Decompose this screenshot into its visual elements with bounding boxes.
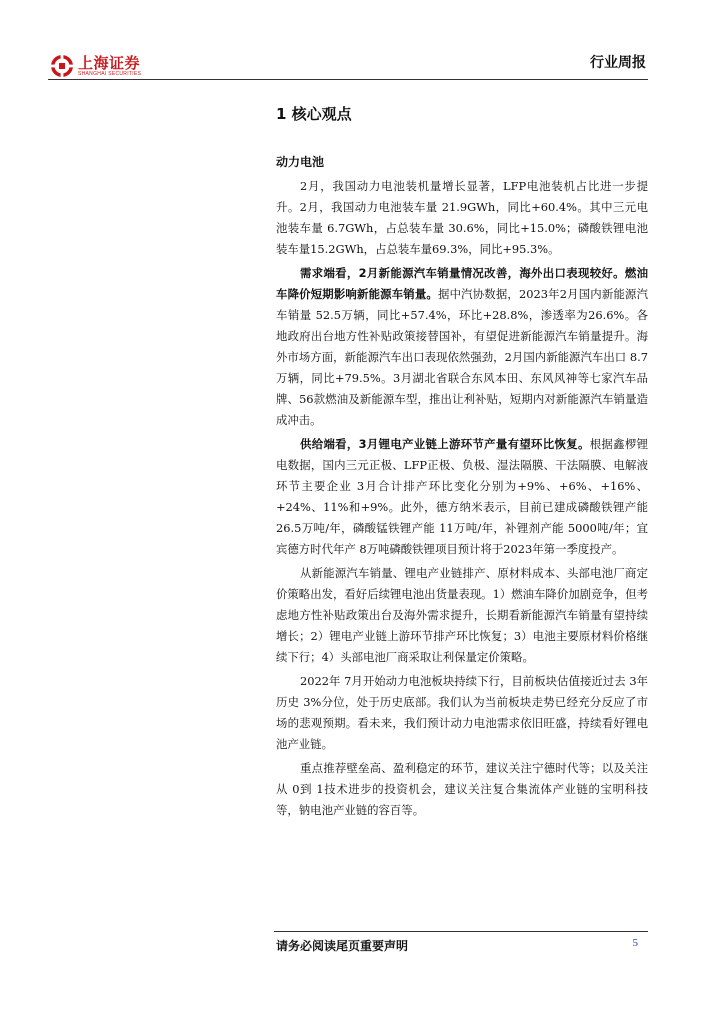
header-divider <box>48 79 648 80</box>
logo-chinese-name: 上海证券 <box>78 53 141 72</box>
demand-highlight: 需求端看，2月新能源汽车销量情况改善，海外出口表现较好。燃油车降价短期影响新能源车销量。 <box>276 266 648 301</box>
paragraph-valuation: 2022年 7月开始动力电池板块持续下行，目前板块估值接近过去 3年历史 3%分位，处于历史底部。我们认为当前板块走势已经充分反应了市场的悲观预期。看未来，我们预计动力电池需求依旧旺盛，持续看好锂电池产业链。 <box>276 674 648 751</box>
supply-highlight: 供给端看，3月锂电产业链上游环节产量有望环比恢复。 <box>300 437 590 451</box>
company-logo <box>50 54 141 78</box>
main-content <box>276 152 648 824</box>
shanghai-securities-logo-icon <box>50 54 74 78</box>
page-number: 5 <box>632 937 638 949</box>
footer-divider <box>274 931 648 932</box>
paragraph-supply <box>276 434 648 560</box>
supply-body: 根据鑫椤锂电数据，国内三元正极、LFP正极、负极、湿法隔膜、干法隔膜、电解液环节主要企业 3月合计排产环比变化分别为+9%、+6%、+16%、+24%、11%和+9%。此外，德方纳米表示，目前已建成磷酸铁锂产能 26.5万吨/年，磷酸锰铁锂产能 11万吨/年，补锂剂产能 5000吨/年；宜宾德方时代年产 8万吨磷酸铁锂项目预计将于2023年第一季度投产。 <box>276 437 648 556</box>
section-title: 1 核心观点 <box>276 105 352 123</box>
report-type-label: 行业周报 <box>590 55 646 71</box>
disclaimer-note: 请务必阅读尾页重要声明 <box>276 939 409 953</box>
paragraph-installation: 2月，我国动力电池装机量增长显著，LFP电池装机占比进一步提升。2月，我国动力电池装车量 21.9GWh，同比+60.4%。其中三元电池装车量 6.7GWh，占总装车量 30.6%，同比+15.0%；磷酸铁锂电池装车量15.2GWh，占总装车量69.3%，同比+95.3%。 <box>276 179 648 256</box>
paragraph-recommendation: 重点推荐壁垒高、盈利稳定的环节，建议关注宁德时代等；以及关注从 0到 1技术进步的投资机会，建议关注复合集流体产业链的宝明科技等，钠电池产业链的容百等。 <box>276 761 648 817</box>
logo-english-name: SHANGHAI SECURITIES <box>78 70 142 77</box>
paragraph-outlook: 从新能源汽车销量、锂电产业链排产、原材料成本、头部电池厂商定价策略出发，看好后续锂电池出货量表现。1）燃油车降价加剧竞争，但考虑地方性补贴政策出台及海外需求提升，长期看新能源汽车销量有望持续增长；2）锂电产业链上游环节排产环比恢复；3）电池主要原材料价格继续下行；4）头部电池厂商采取让利保量定价策略。 <box>276 566 648 664</box>
paragraph-demand <box>276 263 648 431</box>
subheading-power-battery: 动力电池 <box>276 155 325 169</box>
demand-body: 据中汽协数据，2023年2月国内新能源汽车销量 52.5万辆，同比+57.4%，环比+28.8%，渗透率为26.6%。各地政府出台地方性补贴政策接替国补，有望促进新能源汽车销量提升。海外市场方面，新能源汽车出口表现依然强劲，2月国内新能源汽车出口 8.7万辆，同比+79.5%。3月湖北省联合东风本田、东风风神等七家汽车品牌、56款燃油及新能源车型，推出让利补贴，短期内对新能源汽车销量造成冲击。 <box>276 287 648 427</box>
